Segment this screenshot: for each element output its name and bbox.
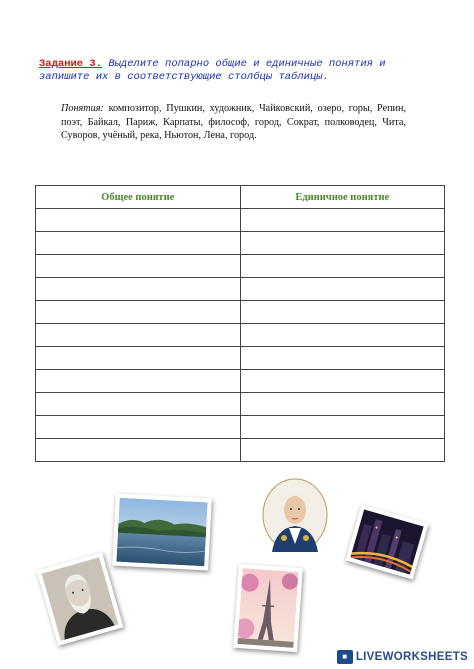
general-concept-cell[interactable] (36, 439, 241, 462)
table-row (36, 301, 445, 324)
liveworksheets-logo (337, 648, 468, 665)
singular-concept-cell[interactable] (240, 393, 445, 416)
singular-concept-cell[interactable] (240, 278, 445, 301)
task-text: Выделите попарно общие и единичные понятия и запишите их в соответствующие столбцы таблицы. (39, 58, 386, 83)
general-concept-cell[interactable] (36, 370, 241, 393)
singular-concept-cell[interactable] (240, 324, 445, 347)
header-singular-concept: Единичное понятие (240, 186, 445, 209)
table-row (36, 278, 445, 301)
concepts-paragraph (61, 102, 406, 143)
singular-concept-cell[interactable] (240, 439, 445, 462)
table-row (36, 393, 445, 416)
singular-concept-cell[interactable] (240, 232, 445, 255)
task-statement (39, 58, 439, 84)
logo-badge-icon: ■ (337, 650, 353, 664)
suvorov-portrait-image (262, 478, 328, 552)
general-concept-cell[interactable] (36, 324, 241, 347)
table-row (36, 232, 445, 255)
singular-concept-cell[interactable] (240, 255, 445, 278)
table-row (36, 347, 445, 370)
general-concept-cell[interactable] (36, 209, 241, 232)
answer-table (35, 185, 445, 462)
singular-concept-cell[interactable] (240, 347, 445, 370)
general-concept-cell[interactable] (36, 255, 241, 278)
general-concept-cell[interactable] (36, 393, 241, 416)
logo-text: LIVEWORKSHEETS (355, 650, 468, 663)
general-concept-cell[interactable] (36, 232, 241, 255)
singular-concept-cell[interactable] (240, 370, 445, 393)
table-row (36, 255, 445, 278)
concepts-text: композитор, Пушкин, художник, Чайковский, озеро, горы, Репин, поэт, Байкал, Париж, Карпаты, философ, город, Сократ, полководец, Чита, Суворов, учёный, река, Ньютон, Лена, город. (61, 103, 406, 141)
concepts-lead: Понятия: (61, 103, 104, 114)
general-concept-cell[interactable] (36, 301, 241, 324)
table-body (36, 209, 445, 462)
table-row (36, 209, 445, 232)
header-general-concept: Общее понятие (36, 186, 241, 209)
general-concept-cell[interactable] (36, 416, 241, 439)
table-header-row (36, 186, 445, 209)
task-label: Задание 3. (39, 58, 103, 70)
general-concept-cell[interactable] (36, 278, 241, 301)
table-row (36, 324, 445, 347)
table-row (36, 439, 445, 462)
singular-concept-cell[interactable] (240, 209, 445, 232)
lake-photo-image (112, 494, 212, 571)
singular-concept-cell[interactable] (240, 301, 445, 324)
singular-concept-cell[interactable] (240, 416, 445, 439)
general-concept-cell[interactable] (36, 347, 241, 370)
city-night-photo-image (345, 504, 428, 579)
table-row (36, 416, 445, 439)
table-row (36, 370, 445, 393)
paris-eiffel-photo-image (233, 564, 303, 652)
tchaikovsky-portrait-image (37, 552, 124, 646)
